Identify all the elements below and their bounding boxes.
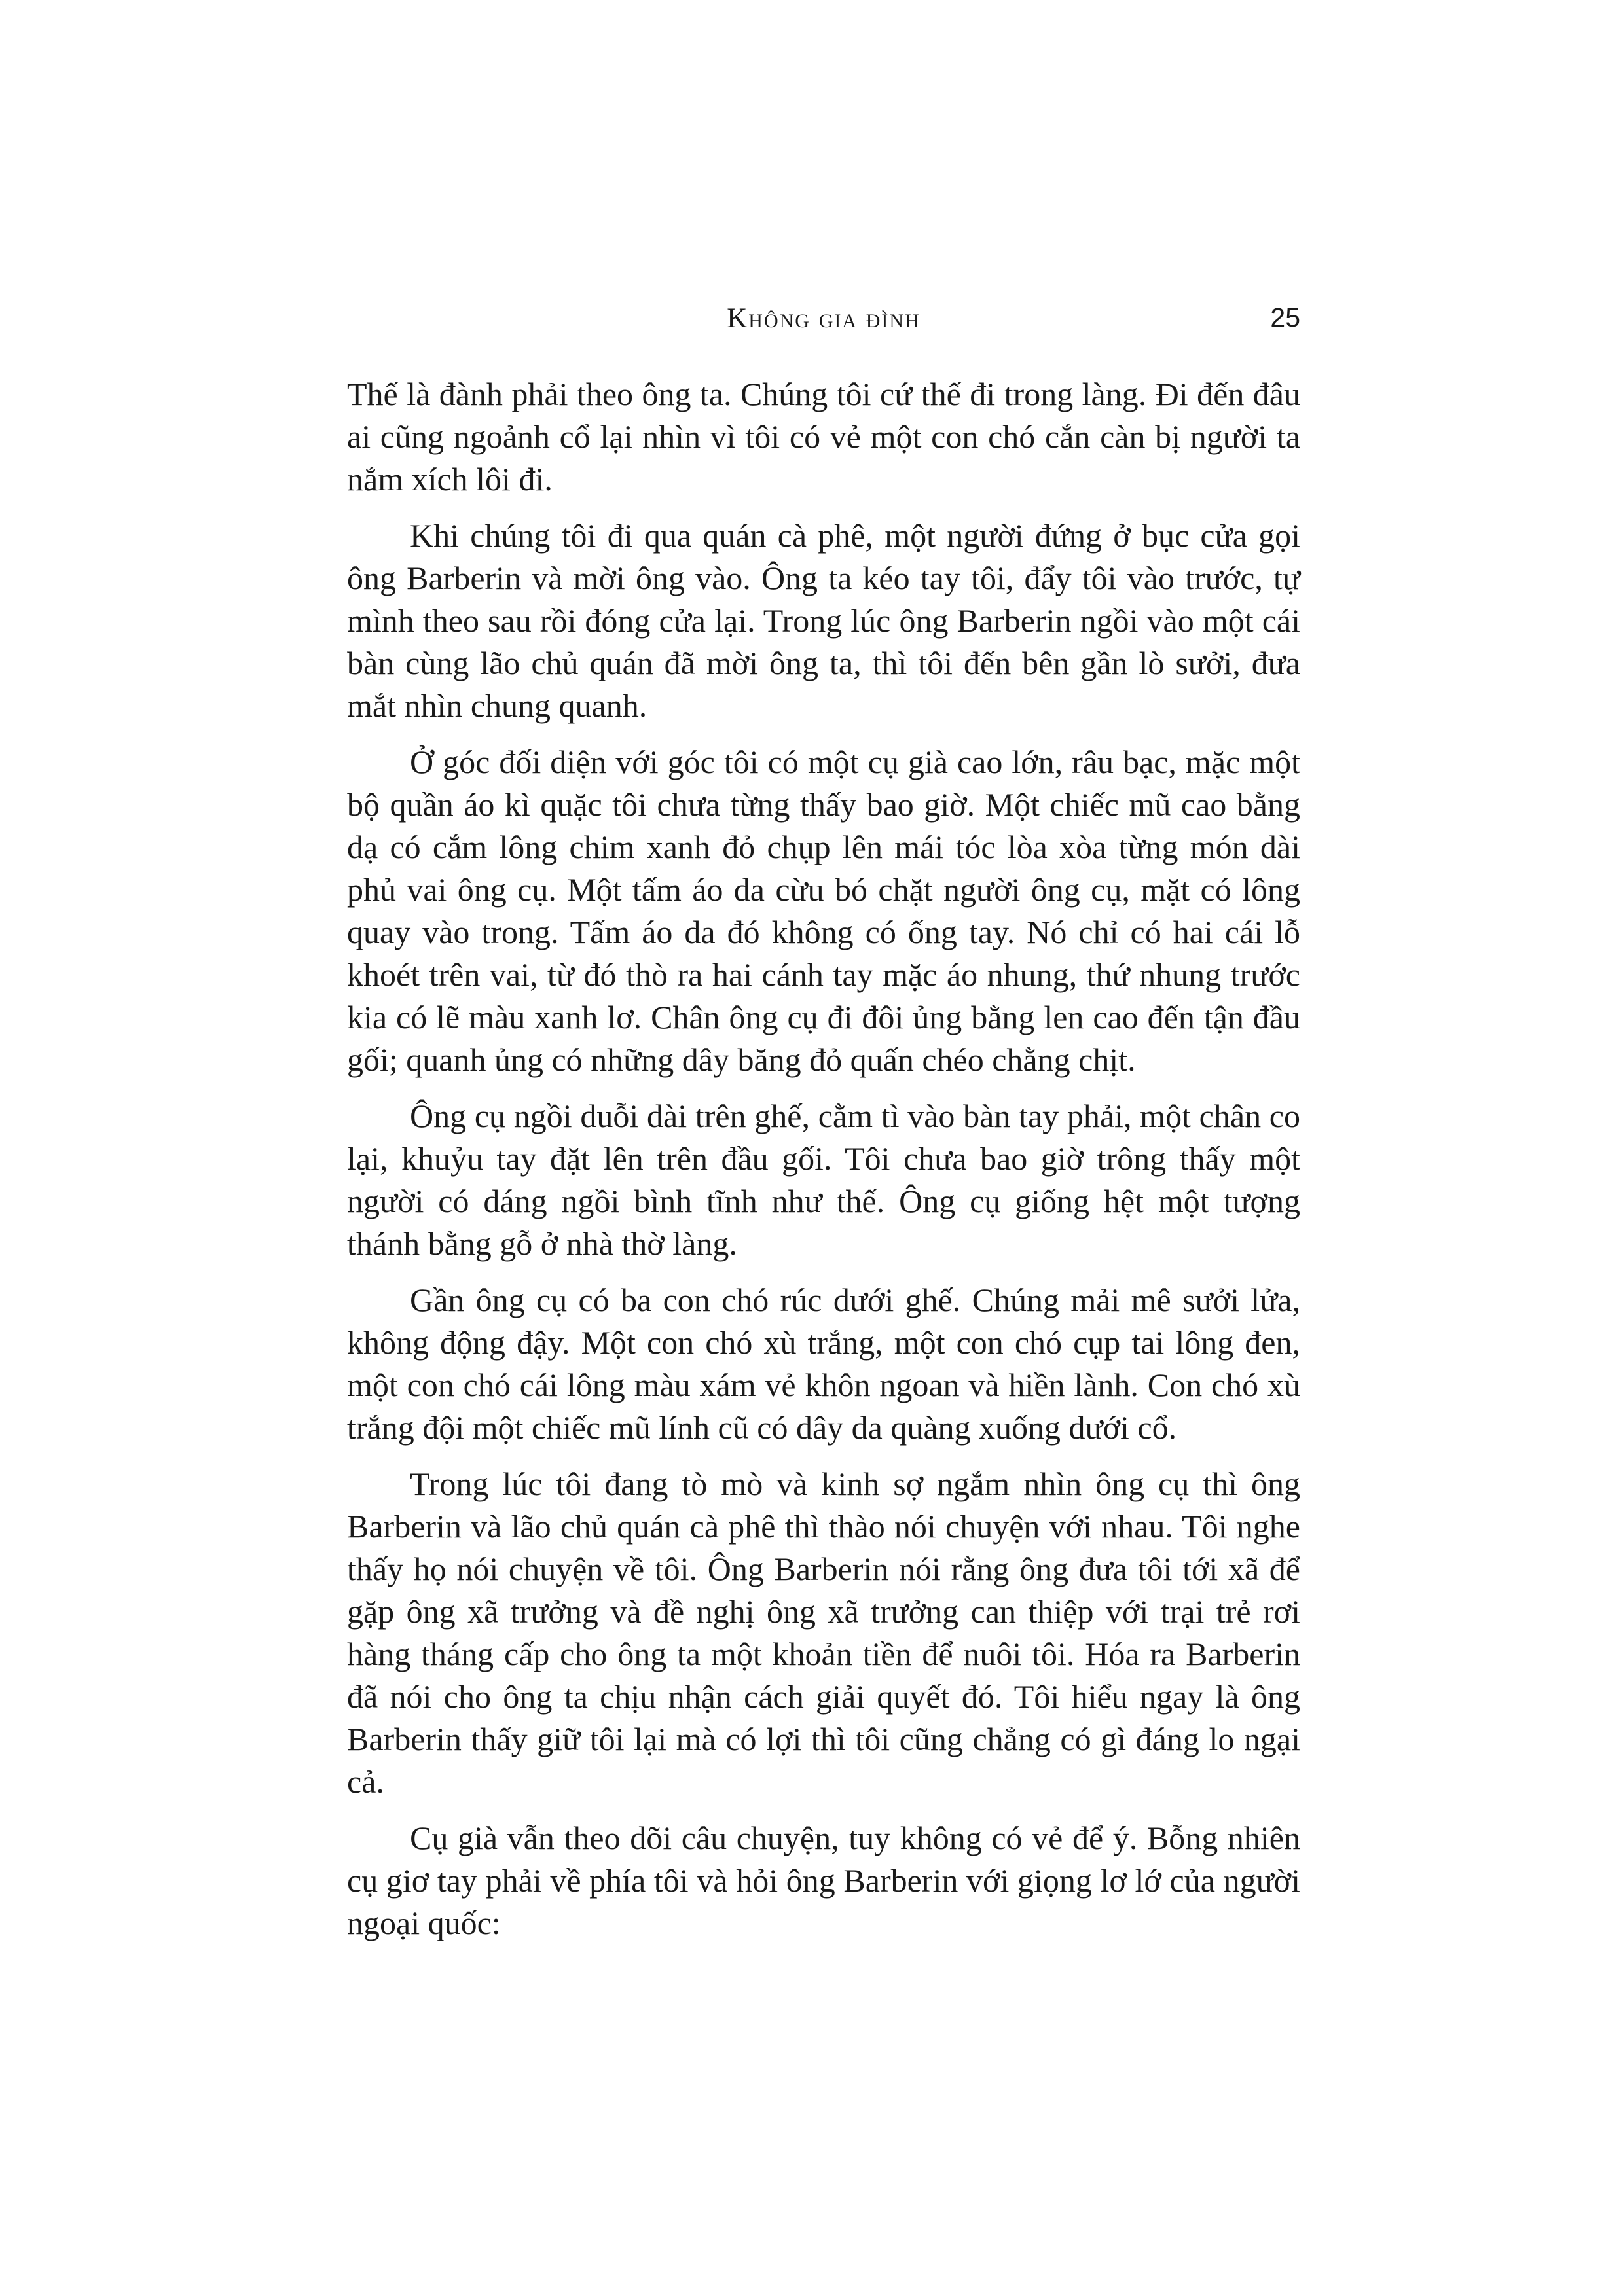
page-number: 25 <box>1270 302 1300 332</box>
body-text <box>347 373 1300 1958</box>
paragraph-7: Cụ già vẫn theo dõi câu chuyện, tuy không có vẻ để ý. Bỗng nhiên cụ giơ tay phải về phía tôi và hỏi ông Barberin với giọng lơ lớ của người ngoại quốc: <box>347 1820 1300 1941</box>
paragraph-1: Thế là đành phải theo ông ta. Chúng tôi cứ thế đi trong làng. Đi đến đâu ai cũng ngoảnh cổ lại nhìn vì tôi có vẻ một con chó cắn càn bị người ta nắm xích lôi đi. <box>347 376 1300 497</box>
running-header <box>347 302 1300 342</box>
paragraph-6: Trong lúc tôi đang tò mò và kinh sợ ngắm nhìn ông cụ thì ông Barberin và lão chủ quán cà phê thì thào nói chuyện với nhau. Tôi nghe thấy họ nói chuyện về tôi. Ông Barberin nói rằng ông đưa tôi tới xã để gặp ông xã trưởng và đề nghị ông xã trưởng can thiệp với trại trẻ rơi hàng tháng cấp cho ông ta một khoản tiền để nuôi tôi. Hóa ra Barberin đã nói cho ông ta chịu nhận cách giải quyết đó. Tôi hiểu ngay là ông Barberin thấy giữ tôi lại mà có lợi thì tôi cũng chẳng có gì đáng lo ngại cả. <box>347 1465 1300 1800</box>
paragraph-5: Gần ông cụ có ba con chó rúc dưới ghế. Chúng mải mê sưởi lửa, không động đậy. Một con chó xù trắng, một con chó cụp tai lông đen, một con chó cái lông màu xám vẻ khôn ngoan và hiền lành. Con chó xù trắng đội một chiếc mũ lính cũ có dây da quàng xuống dưới cổ. <box>347 1282 1300 1446</box>
running-title: Không gia đình <box>727 303 921 334</box>
paragraph-2: Khi chúng tôi đi qua quán cà phê, một người đứng ở bục cửa gọi ông Barberin và mời ông vào. Ông ta kéo tay tôi, đẩy tôi vào trước, tự mình theo sau rồi đóng cửa lại. Trong lúc ông Barberin ngồi vào một cái bàn cùng lão chủ quán đã mời ông ta, thì tôi đến bên gần lò sưởi, đưa mắt nhìn chung quanh. <box>347 517 1300 724</box>
paragraph-3: Ở góc đối diện với góc tôi có một cụ già cao lớn, râu bạc, mặc một bộ quần áo kì quặc tôi chưa từng thấy bao giờ. Một chiếc mũ cao bằng dạ có cắm lông chim xanh đỏ chụp lên mái tóc lòa xòa từng món dài phủ vai ông cụ. Một tấm áo da cừu bó chặt người ông cụ, mặt có lông quay vào trong. Tấm áo da đó không có ống tay. Nó chỉ có hai cái lỗ khoét trên vai, từ đó thò ra hai cánh tay mặc áo nhung, thứ nhung trước kia có lẽ màu xanh lơ. Chân ông cụ đi đôi ủng bằng len cao đến tận đầu gối; quanh ủng có những dây băng đỏ quấn chéo chằng chịt. <box>347 744 1300 1078</box>
paragraph-4: Ông cụ ngồi duỗi dài trên ghế, cằm tì vào bàn tay phải, một chân co lại, khuỷu tay đặt lên trên đầu gối. Tôi chưa bao giờ trông thấy một người có dáng ngồi bình tĩnh như thế. Ông cụ giống hệt một tượng thánh bằng gỗ ở nhà thờ làng. <box>347 1098 1300 1262</box>
